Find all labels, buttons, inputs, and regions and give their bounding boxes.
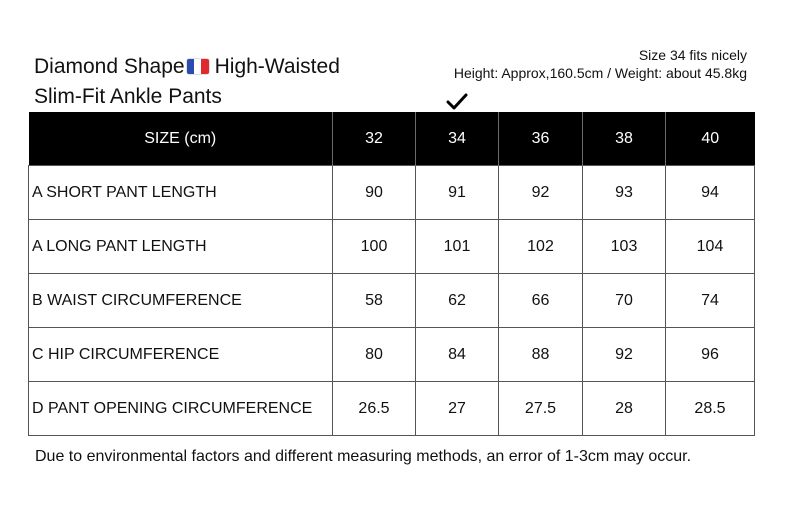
row-label: B WAIST CIRCUMFERENCE xyxy=(29,274,333,328)
table-header-row xyxy=(29,112,755,166)
table-row xyxy=(29,274,755,328)
header-size-34: 34 xyxy=(416,112,499,166)
size-chart-table xyxy=(28,112,755,436)
title-suffix: High-Waisted xyxy=(214,55,340,78)
table-row xyxy=(29,220,755,274)
table-cell: 92 xyxy=(499,166,583,220)
table-cell: 93 xyxy=(583,166,666,220)
france-flag-icon xyxy=(187,59,209,74)
row-label: C HIP CIRCUMFERENCE xyxy=(29,328,333,382)
table-cell: 91 xyxy=(416,166,499,220)
table-cell: 94 xyxy=(666,166,755,220)
table-cell: 101 xyxy=(416,220,499,274)
table-cell: 92 xyxy=(583,328,666,382)
table-cell: 62 xyxy=(416,274,499,328)
measurement-disclaimer: Due to environmental factors and different measuring methods, an error of 1-3cm may occur. xyxy=(35,448,692,465)
table-cell: 102 xyxy=(499,220,583,274)
fit-note-measurements: Height: Approx,160.5cm / Weight: about 45.8kg xyxy=(453,65,747,81)
table-row xyxy=(29,328,755,382)
table-cell: 104 xyxy=(666,220,755,274)
row-label: D PANT OPENING CIRCUMFERENCE xyxy=(29,382,333,436)
product-title xyxy=(34,52,340,112)
fit-note-size: Size 34 fits nicely xyxy=(638,47,747,63)
header-size-38: 38 xyxy=(583,112,666,166)
table-cell: 96 xyxy=(666,328,755,382)
checkmark-icon xyxy=(446,93,468,111)
table-cell: 26.5 xyxy=(333,382,416,436)
table-row xyxy=(29,382,755,436)
row-label: A SHORT PANT LENGTH xyxy=(29,166,333,220)
table-row xyxy=(29,166,755,220)
header-size-40: 40 xyxy=(666,112,755,166)
table-cell: 27.5 xyxy=(499,382,583,436)
title-prefix: Diamond Shape xyxy=(34,55,185,78)
title-line-1 xyxy=(34,52,340,82)
title-line-2: Slim-Fit Ankle Pants xyxy=(34,85,222,108)
table-cell: 27 xyxy=(416,382,499,436)
table-cell: 80 xyxy=(333,328,416,382)
header-size-label: SIZE (cm) xyxy=(29,112,333,166)
row-label: A LONG PANT LENGTH xyxy=(29,220,333,274)
table-cell: 70 xyxy=(583,274,666,328)
table-cell: 88 xyxy=(499,328,583,382)
table-cell: 58 xyxy=(333,274,416,328)
table-cell: 90 xyxy=(333,166,416,220)
table-cell: 84 xyxy=(416,328,499,382)
table-cell: 66 xyxy=(499,274,583,328)
header-size-32: 32 xyxy=(333,112,416,166)
table-cell: 103 xyxy=(583,220,666,274)
table-cell: 100 xyxy=(333,220,416,274)
table-cell: 28.5 xyxy=(666,382,755,436)
table-cell: 28 xyxy=(583,382,666,436)
table-cell: 74 xyxy=(666,274,755,328)
header-size-36: 36 xyxy=(499,112,583,166)
fit-note xyxy=(454,46,747,82)
